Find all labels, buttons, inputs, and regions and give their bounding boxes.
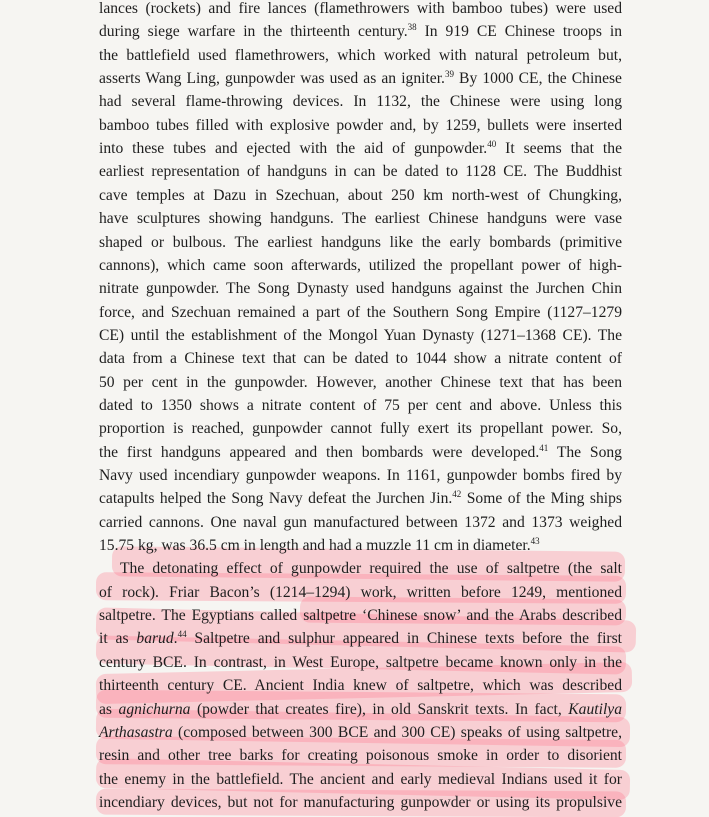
footnote-marker: 40 bbox=[487, 139, 497, 150]
text-run: bamboo tubes filled with explosive powder and, by 1259, bullets were inserted bbox=[99, 116, 622, 134]
text-run: (powder that creates fire), in old Sanskrit texts. In fact, bbox=[190, 700, 569, 718]
text-run: earliest representation of handguns in can be dated to 1128 CE. The Buddhist bbox=[99, 163, 622, 181]
text-run: The Song bbox=[548, 443, 622, 461]
text-run: cannons), which came soon afterwards, utilized the propellant power of high- bbox=[99, 256, 622, 274]
text-run: Navy used incendiary gunpowder weapons. In 1161, gunpowder bombs fired by bbox=[99, 467, 622, 484]
text-run: cave temples at Dazu in Szechuan, about 250 km north-west of Chungking, bbox=[99, 186, 622, 204]
text-run: CE) until the establishment of the Mongol Yuan Dynasty (1271–1368 CE). The bbox=[99, 326, 622, 344]
text-line bbox=[99, 627, 622, 650]
text-line bbox=[99, 254, 622, 277]
text-run: as bbox=[99, 700, 119, 718]
text-line bbox=[99, 651, 622, 674]
text-line bbox=[99, 744, 622, 767]
text-line bbox=[99, 417, 622, 440]
text-line bbox=[99, 511, 622, 534]
text-line bbox=[99, 441, 622, 464]
text-line bbox=[120, 557, 622, 580]
text-line bbox=[99, 464, 622, 487]
footnote-marker: 41 bbox=[539, 442, 549, 453]
text-line bbox=[99, 394, 622, 417]
text-line bbox=[99, 20, 622, 43]
text-line bbox=[99, 324, 622, 347]
text-run: asserts Wang Ling, gunpowder was used as an igniter. bbox=[99, 70, 445, 88]
text-run: of rock). Friar Bacon’s (1214–1294) work, written before 1249, mentioned bbox=[99, 583, 622, 601]
footnote-marker: 42 bbox=[452, 489, 462, 500]
text-run: catapults helped the Song Navy defeat the Jurchen Jin. bbox=[99, 490, 453, 508]
text-line bbox=[99, 301, 622, 324]
text-line bbox=[99, 137, 622, 160]
text-line bbox=[99, 487, 622, 510]
text-line bbox=[99, 160, 622, 183]
text-line bbox=[99, 44, 622, 67]
text-run: carried cannons. One naval gun manufactured between 1372 and 1373 weighed bbox=[99, 513, 622, 531]
text-run: nitrate gunpowder. The Song Dynasty used handguns against the Jurchen Chin bbox=[99, 280, 622, 298]
text-run: century BCE. In contrast, in West Europe, saltpetre became known only in the bbox=[99, 653, 622, 671]
text-run: resin and other tree barks for creating poisonous smoke in order to disorient bbox=[99, 747, 622, 765]
text-run: during siege warfare in the thirteenth century. bbox=[99, 23, 408, 41]
text-run: data from a Chinese text that can be dated to 1044 show a nitrate content of bbox=[99, 350, 622, 368]
text-run: lances (rockets) and fire lances (flamethrowers with bamboo tubes) were used bbox=[99, 0, 622, 17]
text-run: had several flame-throwing devices. In 1132, the Chinese were using long bbox=[99, 93, 622, 111]
text-run: Saltpetre and sulphur appeared in Chinese texts before the first bbox=[186, 630, 622, 648]
text-line bbox=[99, 371, 622, 394]
text-run: it as bbox=[99, 630, 137, 648]
text-run: into these tubes and ejected with the aid of gunpowder. bbox=[99, 140, 488, 158]
text-run: By 1000 CE, the Chinese bbox=[453, 70, 622, 88]
text-run: . bbox=[173, 630, 178, 648]
text-line bbox=[99, 277, 622, 300]
text-run: thirteenth century CE. Ancient India knew of saltpetre, which was described bbox=[99, 677, 622, 695]
text-line bbox=[99, 231, 622, 254]
text-line bbox=[99, 67, 622, 90]
text-run: force, and Szechuan remained a part of the Southern Song Empire (1127–1279 bbox=[99, 303, 622, 321]
footnote-marker: 43 bbox=[530, 536, 540, 547]
text-run: proportion is reached, gunpowder cannot fully exert its propellant power. So, bbox=[99, 420, 622, 438]
text-run: In 919 CE Chinese troops in bbox=[416, 23, 622, 41]
italic-term: Kautilya bbox=[568, 700, 622, 718]
text-run: the first handguns appeared and then bombards were developed. bbox=[99, 443, 540, 461]
text-run: (composed between 300 BCE and 300 CE) speaks of using saltpetre, bbox=[172, 723, 622, 741]
text-line bbox=[99, 347, 622, 370]
text-line bbox=[99, 114, 622, 137]
text-run: incendiary devices, but not for manufacturing gunpowder or using its propulsive bbox=[99, 793, 622, 811]
text-line bbox=[99, 721, 622, 744]
text-line bbox=[99, 698, 622, 721]
text-line bbox=[99, 184, 622, 207]
footnote-marker: 38 bbox=[407, 22, 417, 33]
italic-term: agnichurna bbox=[118, 700, 191, 718]
italic-term: barud bbox=[136, 630, 174, 648]
italic-term: Arthasastra bbox=[99, 723, 173, 741]
text-line bbox=[99, 791, 622, 814]
text-run: dated to 1350 shows a nitrate content of 75 per cent and above. Unless this bbox=[99, 396, 622, 414]
text-run: the battlefield used flamethrowers, which worked with natural petroleum but, bbox=[99, 46, 622, 64]
text-run: have sculptures showing handguns. The earliest Chinese handguns were vase bbox=[99, 210, 622, 228]
text-run: It seems that the bbox=[496, 140, 622, 158]
text-run: the enemy in the battlefield. The ancient and early medieval Indians used it for bbox=[99, 770, 622, 788]
text-run: 50 per cent in the gunpowder. However, another Chinese text that has been bbox=[99, 373, 622, 391]
text-run: Some of the Ming ships bbox=[461, 490, 622, 508]
text-line bbox=[99, 534, 622, 557]
text-line bbox=[99, 207, 622, 230]
text-line bbox=[99, 581, 622, 604]
footnote-marker: 39 bbox=[444, 69, 454, 80]
text-line bbox=[99, 674, 622, 697]
text-run: saltpetre. The Egyptians called saltpetre ‘Chinese snow’ and the Arabs described bbox=[99, 607, 622, 625]
text-run: The detonating effect of gunpowder required the use of saltpetre (the salt bbox=[120, 560, 622, 578]
text-run: shaped or bulbous. The earliest handguns like the early bombards (primitive bbox=[99, 233, 622, 251]
text-run: 15.75 kg, was 36.5 cm in length and had a muzzle 11 cm in diameter. bbox=[99, 537, 531, 555]
text-line bbox=[99, 604, 622, 627]
footnote-marker: 44 bbox=[177, 629, 187, 640]
text-line bbox=[99, 0, 622, 20]
text-line bbox=[99, 768, 622, 791]
text-line bbox=[99, 90, 622, 113]
